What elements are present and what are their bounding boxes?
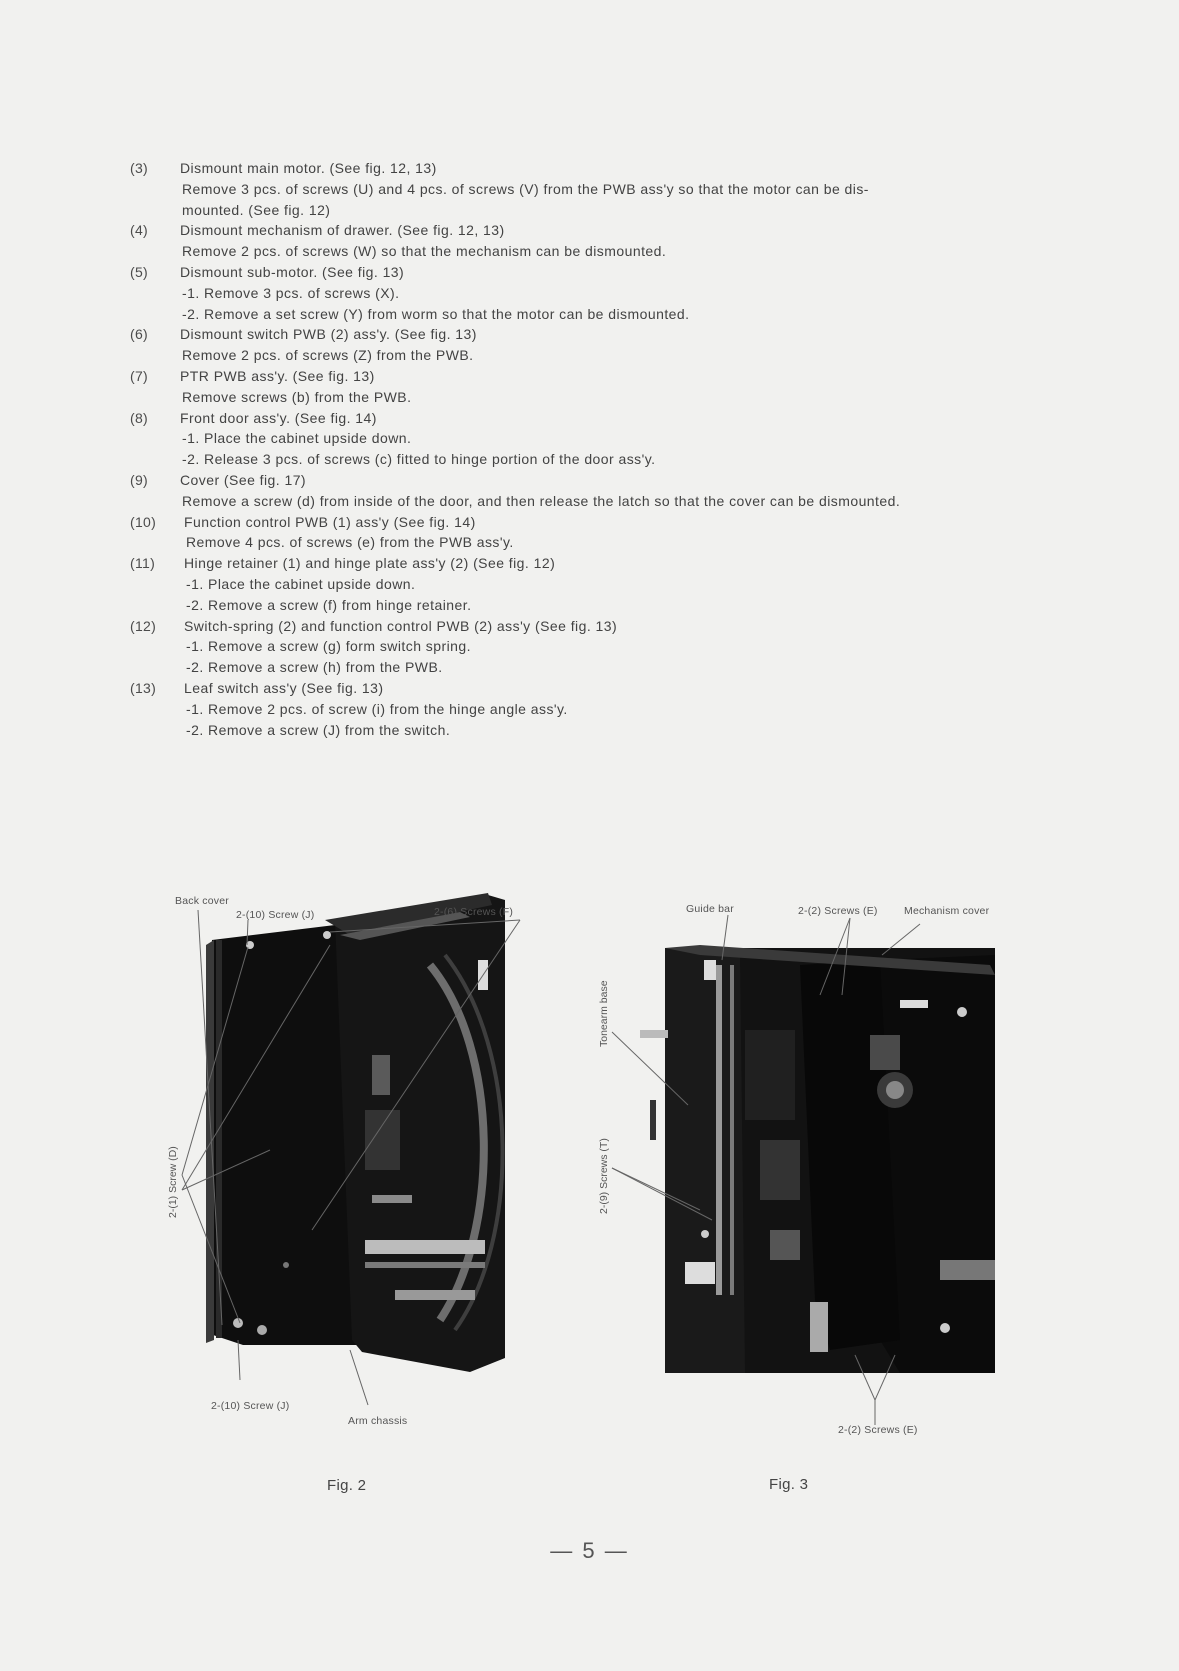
step-title: Switch-spring (2) and function control PWB (2) ass'y (See fig. 13) xyxy=(184,617,618,634)
tonearm-base-label: Tonearm base xyxy=(598,980,610,1047)
step-instruction: -2. Remove a screw (h) from the PWB. xyxy=(186,659,443,676)
step-instruction: -1. Place the cabinet upside down. xyxy=(182,430,412,447)
screw-j-top-label: 2-(10) Screw (J) xyxy=(236,909,315,921)
step-number: (7) xyxy=(130,367,149,384)
screws-e-top-label: 2-(2) Screws (E) xyxy=(798,905,878,917)
step-title: Dismount switch PWB (2) ass'y. (See fig. 13) xyxy=(180,326,477,343)
mechanism-cover-label: Mechanism cover xyxy=(904,905,990,917)
step-instruction: -1. Remove a screw (g) form switch spring. xyxy=(186,638,471,655)
step-instruction: -1. Remove 3 pcs. of screws (X). xyxy=(182,284,400,301)
step-instruction: -2. Remove a screw (f) from hinge retainer. xyxy=(186,596,472,613)
step-number: (10) xyxy=(130,513,157,530)
step-number: (6) xyxy=(130,326,149,343)
step-title: Dismount mechanism of drawer. (See fig. 12, 13) xyxy=(180,222,505,239)
step-title: Leaf switch ass'y (See fig. 13) xyxy=(184,679,384,696)
step-instruction: Remove 2 pcs. of screws (W) so that the mechanism can be dismounted. xyxy=(182,243,667,260)
step-instruction: Remove 4 pcs. of screws (e) from the PWB ass'y. xyxy=(186,534,514,551)
step-instruction: -2. Remove a screw (J) from the switch. xyxy=(186,721,451,738)
screws-t-label: 2-(9) Screws (T) xyxy=(598,1138,610,1214)
step-title: Dismount main motor. (See fig. 12, 13) xyxy=(180,160,437,176)
step-instruction: -1. Place the cabinet upside down. xyxy=(186,575,416,592)
step-title: Hinge retainer (1) and hinge plate ass'y (2) (See fig. 12) xyxy=(184,555,556,572)
step-number: (11) xyxy=(130,555,156,572)
step-number: (4) xyxy=(130,222,149,239)
step-instruction: Remove a screw (d) from inside of the door, and then release the latch so that the cover can be dismounted. xyxy=(182,492,901,509)
step-number: (13) xyxy=(130,679,157,696)
step-title: Dismount sub-motor. (See fig. 13) xyxy=(180,263,405,280)
step-title: PTR PWB ass'y. (See fig. 13) xyxy=(180,367,375,384)
screw-j-bottom-label: 2-(10) Screw (J) xyxy=(211,1400,290,1412)
step-instruction: Remove 3 pcs. of screws (U) and 4 pcs. of screws (V) from the PWB ass'y so that the motor can be dis- xyxy=(182,180,869,197)
step-instruction: Remove 2 pcs. of screws (Z) from the PWB. xyxy=(182,347,474,364)
figure-2-caption: Fig. 2 xyxy=(327,1477,367,1494)
step-instruction: -2. Remove a set screw (Y) from worm so that the motor can be dismounted. xyxy=(182,305,690,322)
screws-f-label: 2-(6) Screws (F) xyxy=(434,906,514,918)
figure-3-caption: Fig. 3 xyxy=(769,1476,809,1493)
arm-chassis-label: Arm chassis xyxy=(348,1415,408,1427)
step-number: (3) xyxy=(130,160,149,176)
step-instruction: -1. Remove 2 pcs. of screw (i) from the hinge angle ass'y. xyxy=(186,700,568,717)
step-instruction: Remove screws (b) from the PWB. xyxy=(182,388,412,405)
step-number: (8) xyxy=(130,409,149,426)
step-number: (5) xyxy=(130,263,149,280)
screws-e-bottom-label: 2-(2) Screws (E) xyxy=(838,1424,918,1436)
step-number: (9) xyxy=(130,471,149,488)
page-number: — 5 — xyxy=(550,1538,629,1563)
step-title: Function control PWB (1) ass'y (See fig. 14) xyxy=(184,513,476,530)
step-instruction: mounted. (See fig. 12) xyxy=(182,201,331,218)
step-instruction: -2. Release 3 pcs. of screws (c) fitted to hinge portion of the door ass'y. xyxy=(182,451,656,468)
step-title: Front door ass'y. (See fig. 14) xyxy=(180,409,377,426)
step-title: Cover (See fig. 17) xyxy=(180,471,307,488)
back-cover-label: Back cover xyxy=(175,895,229,907)
screw-d-label: 2-(1) Screw (D) xyxy=(167,1146,179,1218)
step-number: (12) xyxy=(130,617,157,634)
guide-bar-label: Guide bar xyxy=(686,903,734,915)
